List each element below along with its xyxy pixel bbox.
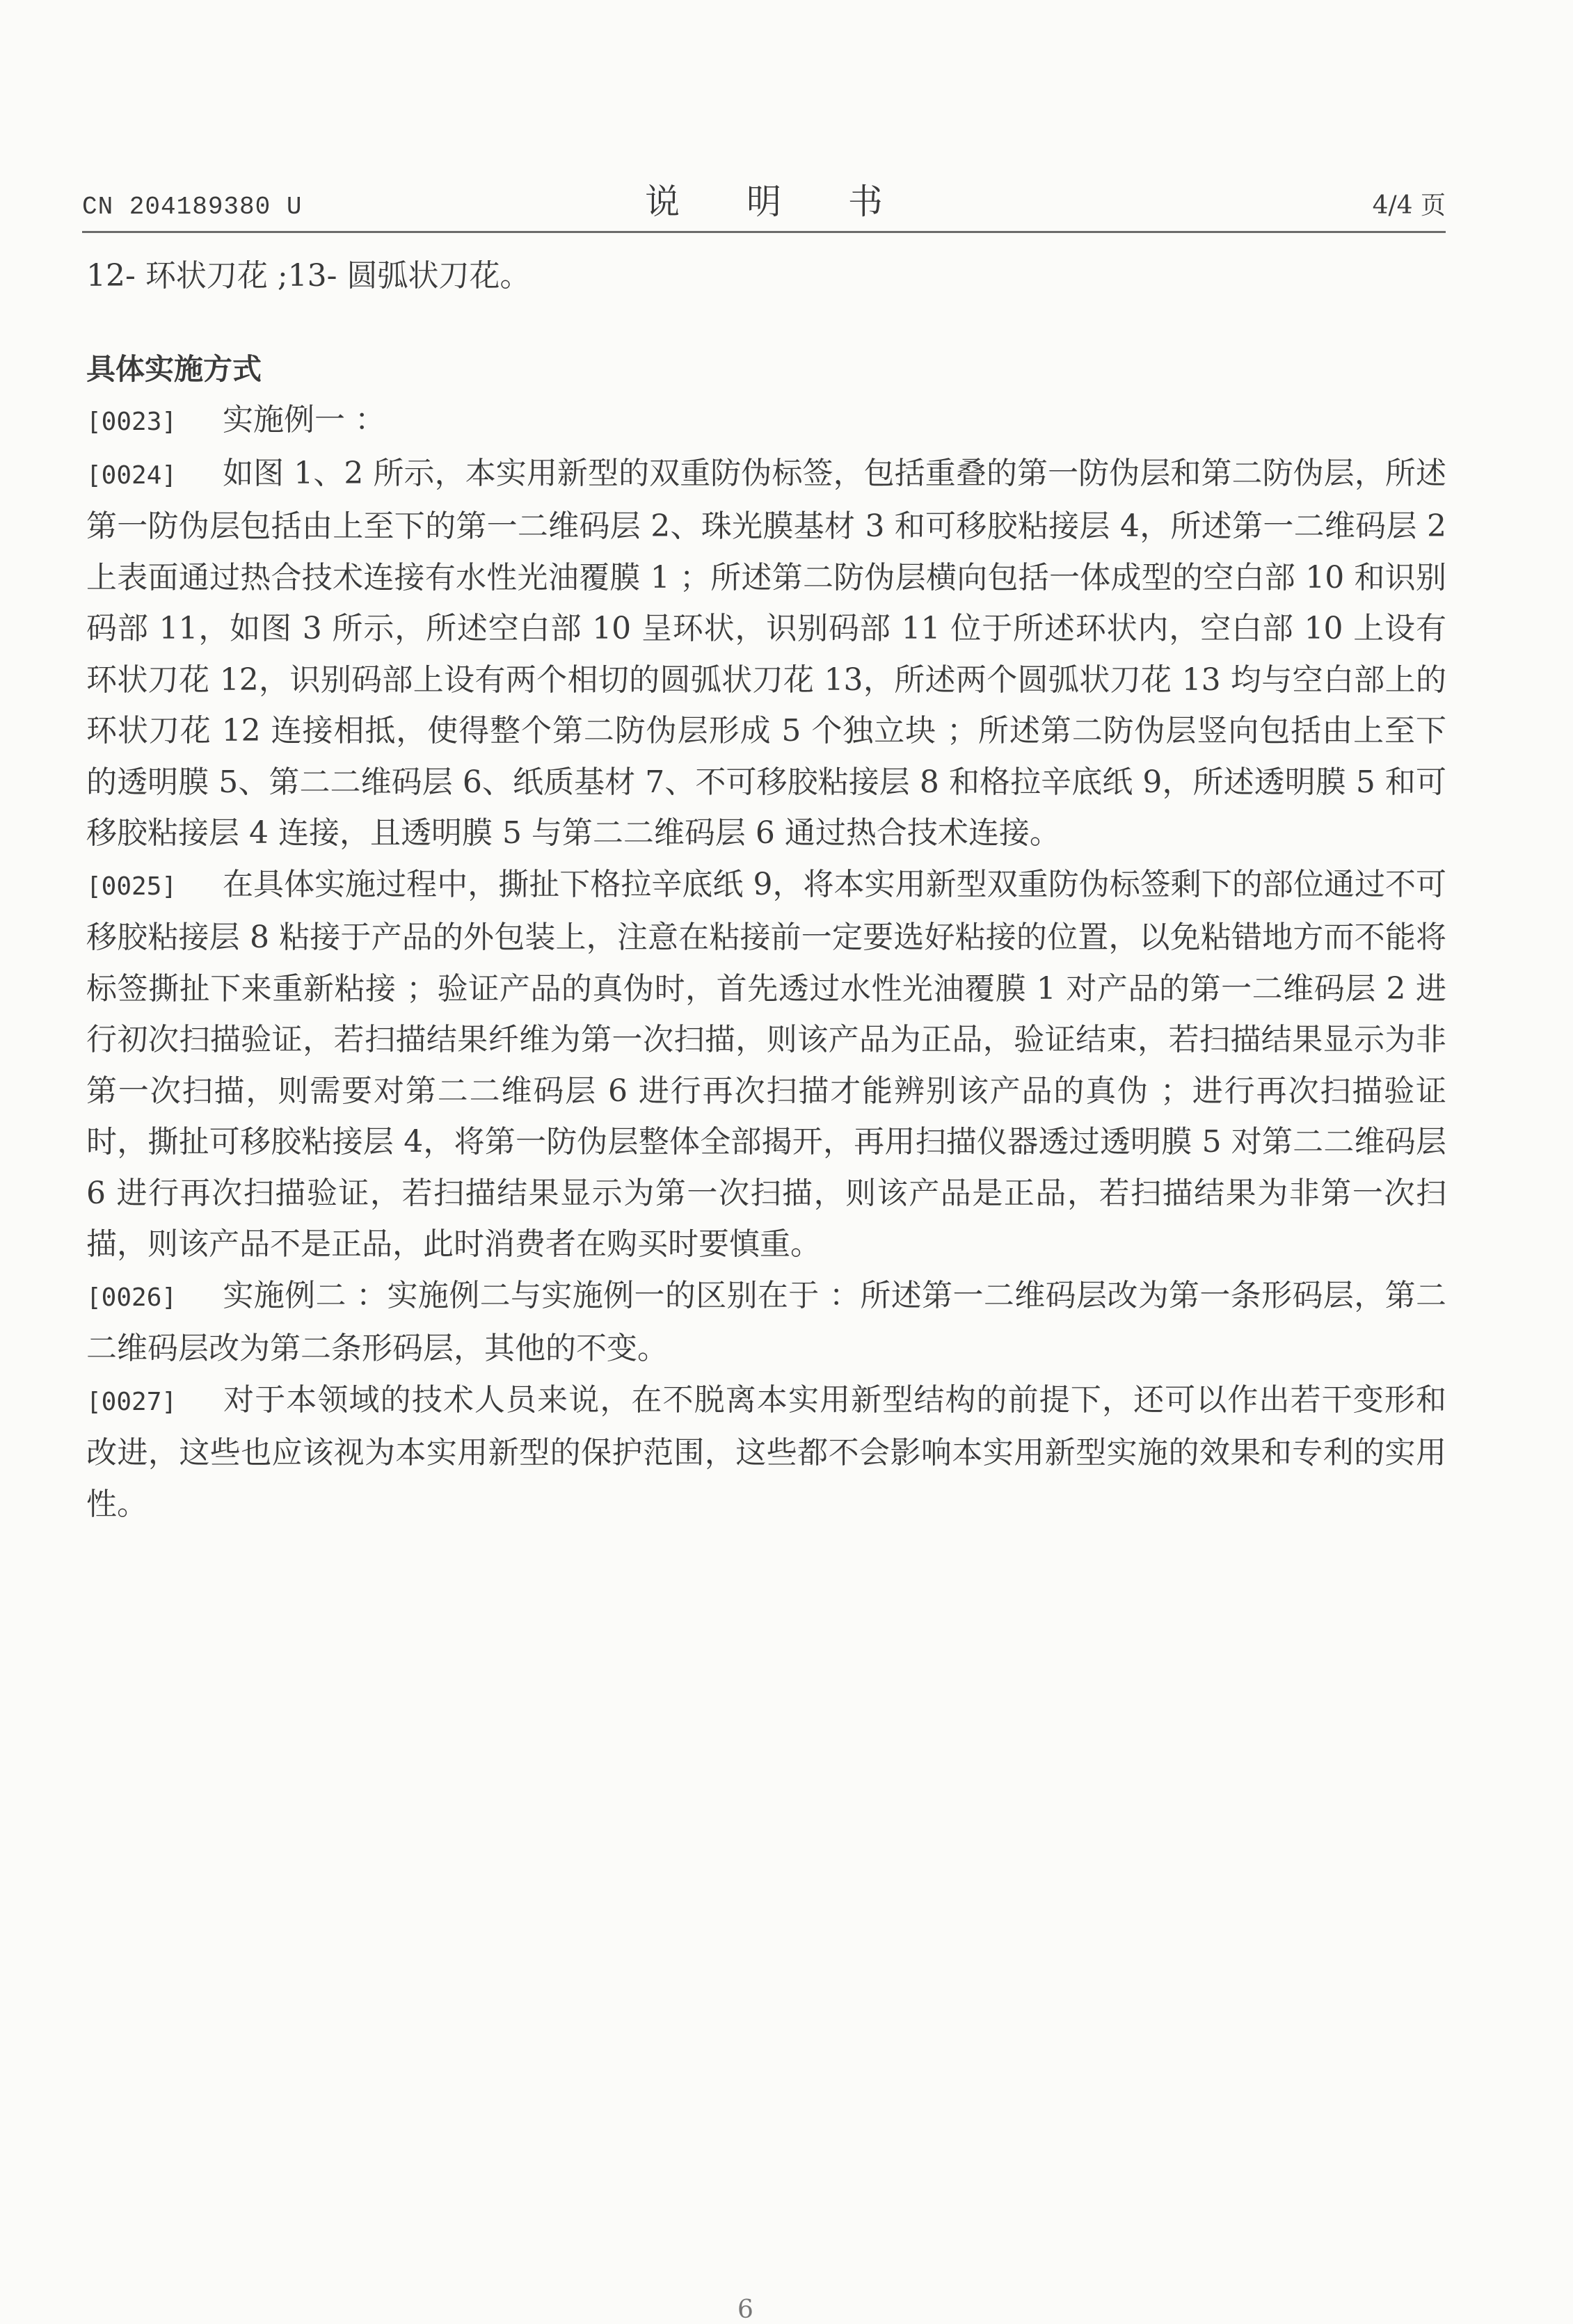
paragraph-0025 [86,859,1446,1270]
page-header [82,174,1446,233]
paragraph-text: 实施例一 ： [223,402,385,438]
paragraph-number: [0024] [86,460,177,490]
patent-number: CN 204189380 U [82,193,303,221]
paragraph-text: 如图 1、2 所示，本实用新型的双重防伪标签，包括重叠的第一防伪层和第二防伪层，所述第一防伪层包括由上至下的第一二维码层 2、珠光膜基材 3 和可移胶粘接层 4，所述第一二维码层 2 上表面通过热合技术连接有水性光油覆膜 1 ；所述第二防伪层横向包括一体成型的空白部 10 和识别码部 11，如图 3 所示，所述空白部 10 呈环状，识别码部 11 位于所述环状内，空白部 10 上设有环状刀花 12，识别码部上设有两个相切的圆弧状刀花 13，所述两个圆弧状刀花 13 均与空白部上的环状刀花 12 连接相抵，使得整个第二防伪层形成 5 个独立块 ；所述第二防伪层竖向包括由上至下的透明膜 5、第二二维码层 6、纸质基材 7、不可移胶粘接层 8 和格拉辛底纸 9，所述透明膜 5 和可移胶粘接层 4 连接，且透明膜 5 与第二二维码层 6 通过热合技术连接。 [86,455,1446,851]
paragraph-number: [0027] [86,1387,177,1416]
paragraph-text: 实施例二 ：实施例二与实施例一的区别在于 ：所述第一二维码层改为第一条形码层，第二二维码层改为第二条形码层，其他的不变。 [86,1277,1446,1366]
paragraph-text: 对于本领域的技术人员来说，在不脱离本实用新型结构的前提下，还可以作出若干变形和改进，这些也应该视为本实用新型的保护范围，这些都不会影响本实用新型实施的效果和专利的实用性。 [86,1381,1446,1522]
footer-page-mark: 6 [737,2295,753,2324]
paragraph-number: [0026] [86,1283,177,1312]
paragraph-0027 [86,1375,1446,1530]
page-number: 4/4 页 [1372,191,1446,220]
paragraph-number: [0023] [86,408,177,436]
continuation-line: 12- 环状刀花 ;13- 圆弧状刀花。 [86,258,531,294]
paragraph-0023 [86,394,1446,448]
paragraph-0024 [86,448,1446,859]
paragraph-text: 在具体实施过程中，撕扯下格拉辛底纸 9，将本实用新型双重防伪标签剩下的部位通过不可移胶粘接层 8 粘接于产品的外包装上，注意在粘接前一定要选好粘接的位置，以免粘错地方而不能将标签撕扯下来重新粘接 ；验证产品的真伪时，首先透过水性光油覆膜 1 对产品的第一二维码层 2 进行初次扫描验证，若扫描结果纤维为第一次扫描，则该产品为正品，验证结束，若扫描结果显示为非第一次扫描，则需要对第二二维码层 6 进行再次扫描才能辨别该产品的真伪 ；进行再次扫描验证时，撕扯可移胶粘接层 4，将第一防伪层整体全部揭开，再用扫描仪器透过透明膜 5 对第二二维码层 6 进行再次扫描验证，若扫描结果显示为第一次扫描，则该产品是正品，若扫描结果为非第一次扫描，则该产品不是正品，此时消费者在购买时要慎重。 [86,866,1446,1262]
page-title: 说 明 书 [645,182,911,222]
section-title: 具体实施方式 [86,351,262,386]
paragraph-number: [0025] [86,872,177,901]
paragraph-0026 [86,1270,1446,1375]
document-body [86,250,1446,1530]
